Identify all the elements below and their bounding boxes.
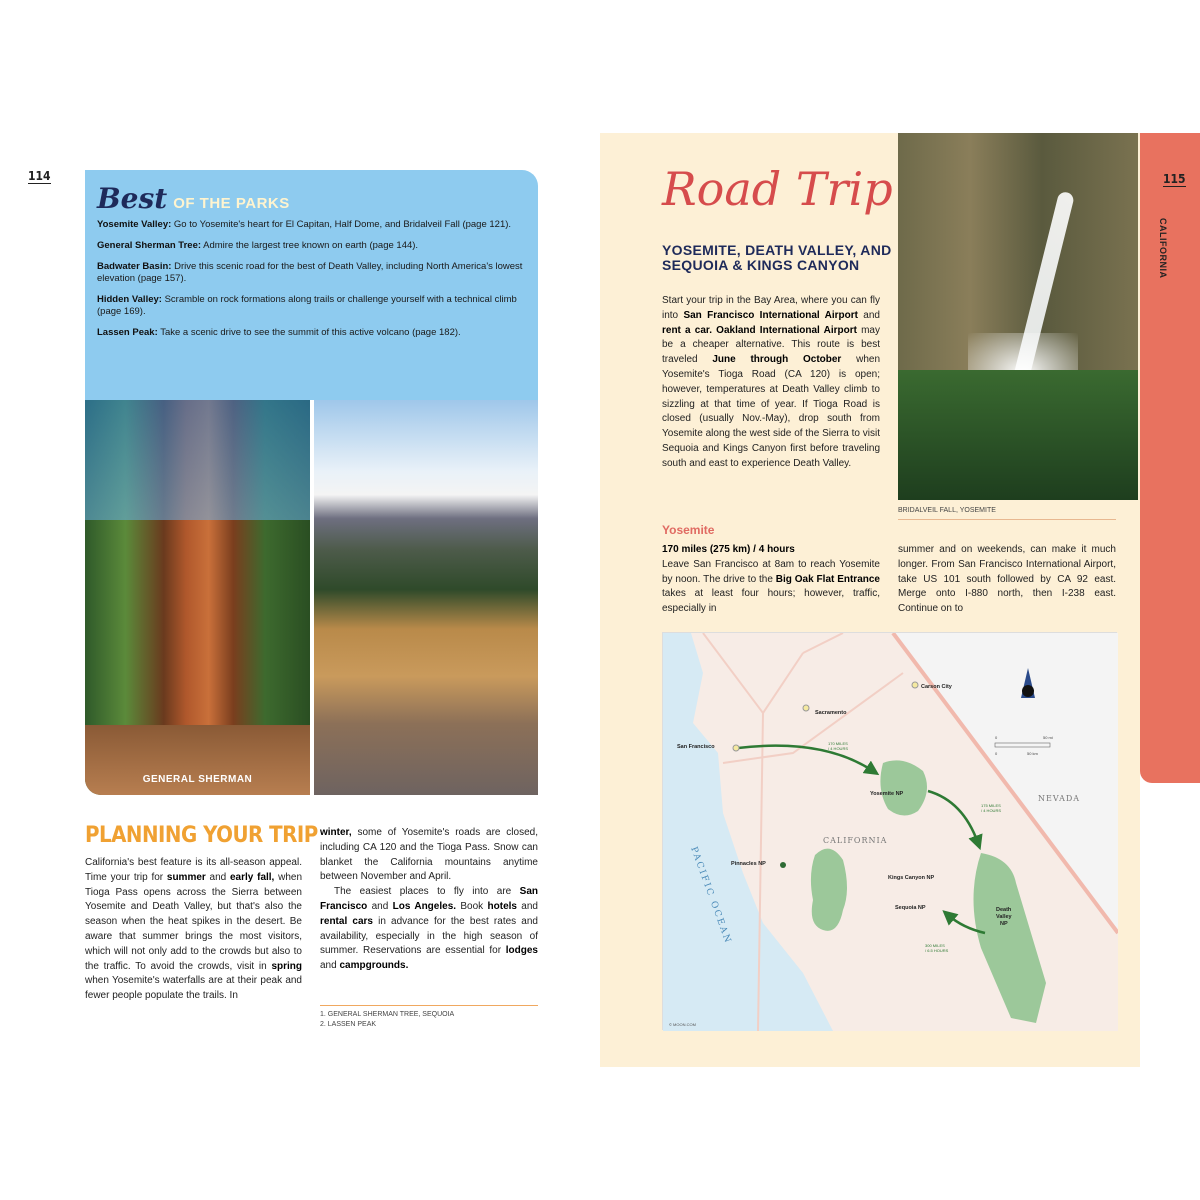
page-number-left: 114 (28, 169, 51, 183)
page-number-right: 115 (1163, 172, 1186, 186)
leg-label: 170 MILES (828, 741, 848, 746)
best-of-the-parks-box (85, 170, 538, 400)
leg-label: / 4 HOURS (828, 746, 849, 751)
best-item: Lassen Peak: Take a scenic drive to see the summit of this active volcano (page 182). (97, 327, 461, 338)
best-item: Badwater Basin: Drive this scenic road for the best of Death Valley, including North America's lowest elevation (page 157). (97, 261, 523, 284)
best-item: General Sherman Tree: Admire the largest tree known on earth (page 144). (97, 240, 419, 251)
planning-column-1: California's best feature is its all-season appeal. Time your trip for summer and early fall, when Tioga Pass opens across the Sierra between Yosemite and Death Valley, but that's also the season when the heat spikes in the desert. Be aware that summer brings the most visitors, which will not only add to the crowds but also to the traffic. To avoid the crowds, visit in spring when Yosemite's waterfalls are at their peak and fewer people populate the trails. In (85, 857, 303, 1002)
best-script-title: Best (97, 182, 168, 215)
photo-captions: 1. GENERAL SHERMAN TREE, SEQUOIA 2. LASSEN PEAK (320, 1005, 538, 1030)
map-label-death-valley: Death (996, 907, 1012, 913)
yosemite-column-1: 170 miles (275 km) / 4 hours Leave San Francisco at 8am to reach Yosemite by noon. The drive to the Big Oak Flat Entrance takes at least four hours; however, traffic, especially in (662, 544, 880, 615)
best-subtitle: OF THE PARKS (173, 195, 290, 212)
svg-text:0: 0 (995, 735, 998, 740)
lassen-peak-photo (314, 400, 538, 795)
best-box-title (97, 182, 526, 215)
map-label-yosemite: Yosemite NP (870, 791, 904, 797)
general-sherman-tree-photo (85, 400, 310, 795)
bridalveil-fall-photo (898, 133, 1138, 500)
svg-text:0: 0 (995, 751, 998, 756)
yosemite-column-2: summer and on weekends, can make it much longer. From San Francisco International Airport, take US 101 south followed by CA 92 east. Merge onto I-880 north, then I-238 east. Continue on to (898, 544, 1116, 615)
leg-label: / 4 HOURS (981, 808, 1002, 813)
svg-text:50 km: 50 km (1027, 751, 1038, 756)
road-trip-title: Road Trip (662, 162, 893, 216)
photo-caption-overlay: GENERAL SHERMAN (142, 774, 253, 785)
map-label-san-francisco: San Francisco (677, 744, 715, 750)
route-map (662, 632, 1117, 1030)
map-label-carson-city: Carson City (921, 684, 952, 690)
yosemite-heading: Yosemite (662, 523, 715, 537)
map-credit: © MOON.COM (669, 1022, 696, 1027)
leg-label: 175 MILES (981, 803, 1001, 808)
map-label-death-valley: Valley (996, 914, 1012, 920)
road-trip-intro: Start your trip in the Bay Area, where you can fly into San Francisco International Airport and rent a car. Oakland International Airport may be a cheaper alternative. This route is best traveled June through October when Yosemite's Tioga Road (CA 120) is open; however, temperatures at Death Valley climb to sizzling at that time of year. If Tioga Road is closed (usually Nov.-May), drop south from Yosemite along the west side of the Sierra to visit Sequoia and Kings Canyon first before traveling south and east to experience Death Valley. (662, 295, 881, 469)
chapter-tab-label: CALIFORNIA (1158, 218, 1168, 279)
map-label-california: CALIFORNIA (823, 836, 888, 845)
map-label-death-valley: NP (1000, 921, 1008, 927)
planning-heading: PLANNING YOUR TRIP (85, 823, 318, 848)
map-label-nevada: NEVADA (1038, 794, 1081, 803)
map-label-pinnacles: Pinnacles NP (731, 861, 766, 867)
svg-text:50 mi: 50 mi (1043, 735, 1053, 740)
chapter-tab (1140, 133, 1200, 783)
planning-column-2: winter, some of Yosemite's roads are closed, including CA 120 and the Tioga Pass. Snow can blanket the California mountains anytime between November and April. The easiest places to fly into are San Francisco and Los Angeles. Book hotels and rental cars in advance for the best rates and availability, especially in the high season of summer. Reservations are essential for lodges and campgrounds. (320, 827, 538, 972)
map-label-kings-canyon: Kings Canyon NP (888, 875, 935, 881)
leg-label: 300 MILES (925, 943, 945, 948)
leg-label: / 6.5 HOURS (925, 948, 949, 953)
map-label-sacramento: Sacramento (815, 710, 847, 716)
road-trip-subtitle: YOSEMITE, DEATH VALLEY, AND SEQUOIA & KINGS CANYON (662, 242, 892, 273)
bridalveil-caption: BRIDALVEIL FALL, YOSEMITE (898, 507, 1116, 520)
map-label-pacific-ocean: PACIFIC OCEAN (688, 845, 733, 946)
best-item: Hidden Valley: Scramble on rock formations along trails or challenge yourself with a technical climb (page 169). (97, 294, 517, 317)
best-item: Yosemite Valley: Go to Yosemite's heart for El Capitan, Half Dome, and Bridalveil Fall (page 121). (97, 219, 512, 230)
map-label-sequoia: Sequoia NP (895, 905, 926, 911)
